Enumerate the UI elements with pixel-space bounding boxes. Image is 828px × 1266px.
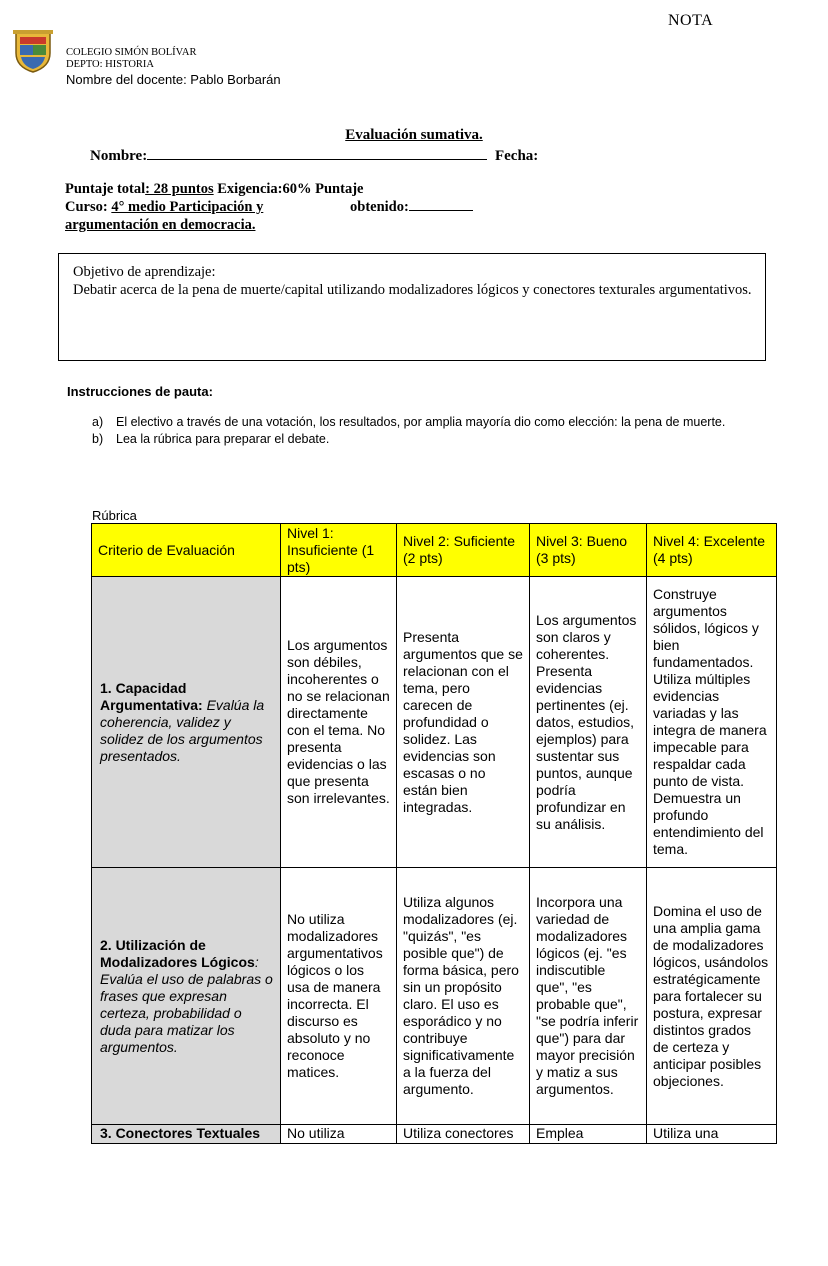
evaluation-meta [65, 180, 363, 234]
obtained-blank[interactable] [409, 198, 473, 211]
objective-label: Objetivo de aprendizaje: [73, 264, 216, 280]
level-1-cell: No utiliza [281, 1125, 397, 1144]
level-1-cell: Los argumentos son débiles, incoherentes o no se relacionan directamente con el tema. No presenta evidencias o las que presenta son irrelevantes. [281, 577, 397, 868]
course-value-2: argumentación en democracia. [65, 217, 256, 233]
date-label: Fecha: [494, 148, 539, 164]
obtained-row [350, 198, 473, 216]
objective-box [58, 253, 766, 361]
table-row [92, 1125, 777, 1144]
list-item: b) Lea la rúbrica para preparar el debate. [92, 432, 330, 446]
objective-text: Debatir acerca de la pena de muerte/capital utilizando modalizadores lógicos y conectores texturales argumentativos. [73, 282, 752, 298]
course-value-1: 4° medio Participación y [111, 199, 264, 215]
level-3-cell: Los argumentos son claros y coherentes. Presenta evidencias pertinentes (ej. datos, estudios, ejemplos) para sustentar sus puntos, aunque podría profundizar en su análisis. [530, 577, 647, 868]
school-crest-logo [13, 29, 53, 73]
name-date-row [90, 145, 538, 165]
list-item: a) El electivo a través de una votación, los resultados, por amplia mayoría dio como elección: la pena de muerte. [92, 415, 726, 429]
level-3-cell: Incorpora una variedad de modalizadores lógicos (ej. "es indiscutible que", "es probable que", "se podría inferir que") para dar mayor precisión y matiz a sus argumentos. [530, 868, 647, 1125]
instructions-list [92, 415, 742, 449]
name-blank[interactable] [147, 145, 487, 160]
level-2-cell: Presenta argumentos que se relacionan con el tema, pero carecen de profundidad o solidez. Las evidencias son escasas o no están bien integradas. [397, 577, 530, 868]
criterion-cell: 3. Conectores Textuales [92, 1125, 281, 1144]
header-level-2: Nivel 2: Suficiente (2 pts) [397, 524, 530, 577]
criterion-cell: 1. Capacidad Argumentativa: Evalúa la coherencia, validez y solidez de los argumentos presentados. [92, 577, 281, 868]
requirement: Exigencia:60% [213, 181, 312, 197]
score-label: Puntaje total [65, 181, 146, 197]
criterion-cell: 2. Utilización de Modalizadores Lógicos: Evalúa el uso de palabras o frases que expresan certeza, probabilidad o duda para matizar los argumentos. [92, 868, 281, 1125]
level-1-cell: No utiliza modalizadores argumentativos lógicos o los usa de manera incorrecta. El discurso es absoluto y no reconoce matices. [281, 868, 397, 1125]
instructions-title: Instrucciones de pauta: [67, 384, 213, 399]
obtained-score-label: Puntaje [311, 181, 364, 197]
level-4-cell: Domina el uso de una amplia gama de modalizadores lógicos, usándolos estratégicamente para fortalecer su postura, expresar distintos grados de certeza y anticipar posibles objeciones. [647, 868, 777, 1125]
level-3-cell: Emplea [530, 1125, 647, 1144]
header-level-4: Nivel 4: Excelente (4 pts) [647, 524, 777, 577]
table-row [92, 868, 777, 1125]
school-info [66, 47, 196, 71]
level-2-cell: Utiliza algunos modalizadores (ej. "quizás", "es posible que") de forma básica, pero sin un propósito claro. El uso es esporádico y no contribuye significativamente a la fuerza del argumento. [397, 868, 530, 1125]
page-title: Evaluación sumativa. [345, 127, 483, 143]
score-value: : 28 puntos [145, 181, 214, 197]
teacher-name: Nombre del docente: Pablo Borbarán [66, 72, 281, 87]
table-row [92, 577, 777, 868]
rubric-label: Rúbrica [92, 508, 137, 523]
level-4-cell: Utiliza una [647, 1125, 777, 1144]
department: DEPTO: HISTORIA [66, 59, 154, 70]
obtained-label: obtenido: [350, 199, 409, 215]
header-level-1: Nivel 1: Insuficiente (1 pts) [281, 524, 397, 577]
header-level-3: Nivel 3: Bueno (3 pts) [530, 524, 647, 577]
grade-label: NOTA [668, 12, 714, 29]
rubric-table [91, 523, 777, 1144]
name-label: Nombre: [90, 148, 148, 164]
course-label: Curso: [65, 199, 112, 215]
table-header-row [92, 524, 777, 577]
header-criterion: Criterio de Evaluación [92, 524, 281, 577]
level-4-cell: Construye argumentos sólidos, lógicos y bien fundamentados. Utiliza múltiples evidencias variadas y las integra de manera impecable para respaldar cada punto de vista. Demuestra un profundo entendimiento del tema. [647, 577, 777, 868]
level-2-cell: Utiliza conectores [397, 1125, 530, 1144]
school-name: COLEGIO SIMÓN BOLÍVAR [66, 47, 197, 58]
